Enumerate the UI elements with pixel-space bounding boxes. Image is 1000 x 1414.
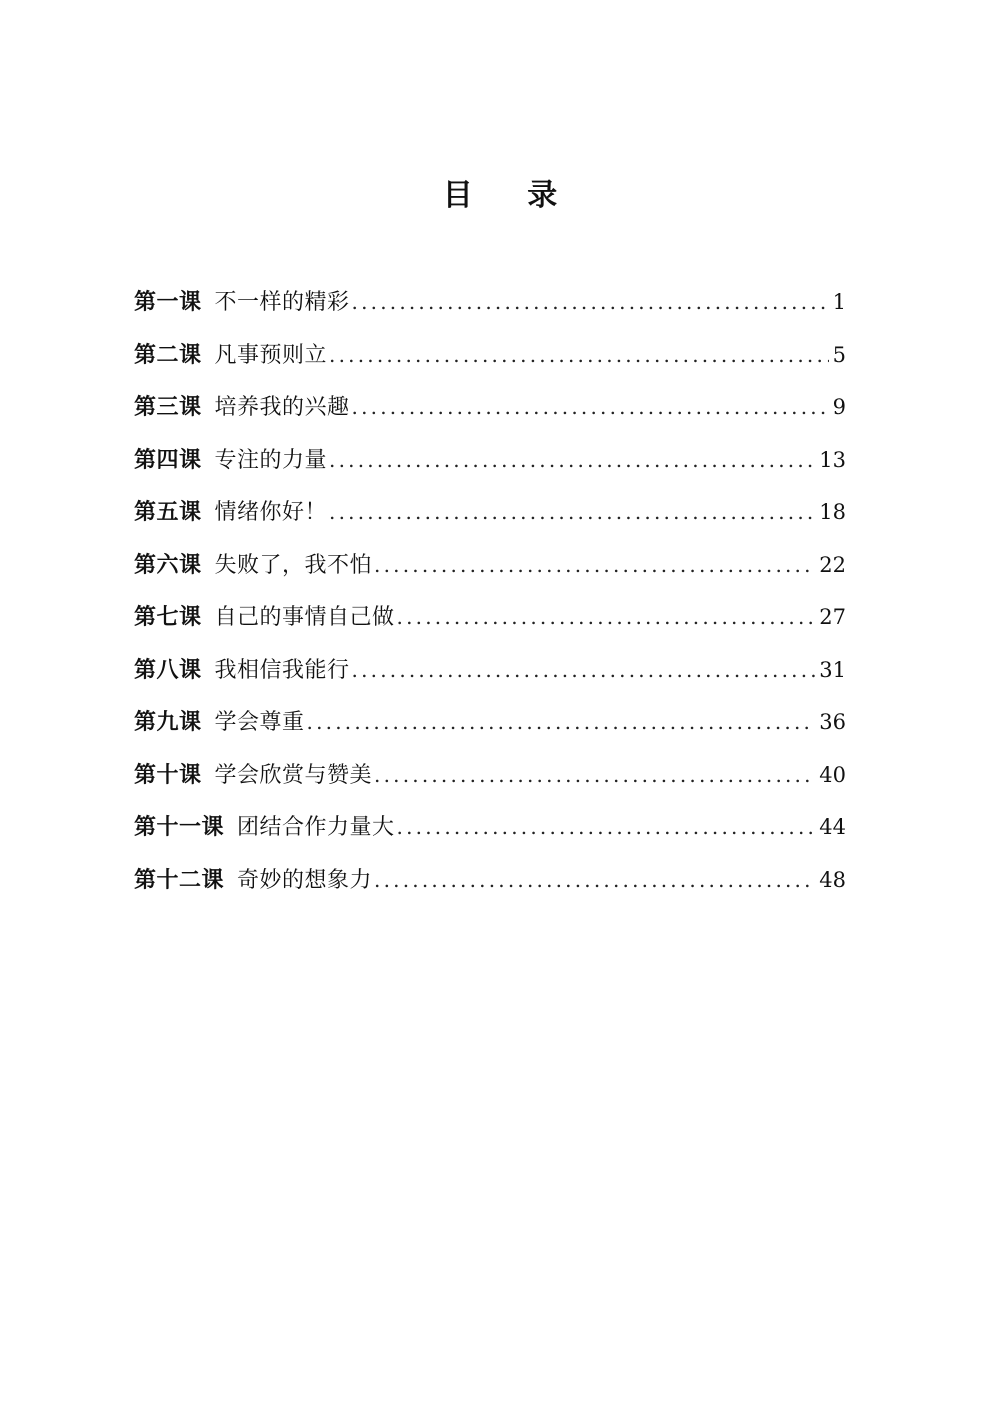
- dot-leader: [307, 702, 816, 742]
- toc-entry: [134, 335, 846, 388]
- toc-entry: [134, 492, 846, 545]
- lesson-title: 自己的事情自己做: [214, 605, 395, 630]
- page-number: 44: [819, 815, 846, 839]
- toc-title: 目 录: [442, 178, 580, 213]
- lesson-title: 学会欣赏与赞美: [214, 762, 373, 788]
- toc-entry: [134, 282, 846, 335]
- toc-entry: [134, 860, 846, 913]
- lesson-number: 第七课: [134, 604, 202, 630]
- lesson-title: 专注的力量: [214, 447, 328, 473]
- lesson-number: 第二课: [134, 341, 202, 368]
- dot-leader: [374, 755, 815, 795]
- dot-leader: [329, 492, 815, 532]
- dot-leader: [352, 387, 829, 427]
- lesson-title: 学会尊重: [214, 710, 305, 735]
- lesson-number: 第三课: [134, 394, 202, 420]
- lesson-number: 第九课: [134, 709, 202, 735]
- lesson-title: 失败了，我不怕: [214, 552, 373, 578]
- lesson-number: 第十一课: [134, 814, 225, 840]
- lesson-title: 我相信我能行: [214, 657, 350, 683]
- lesson-title: 奇妙的想象力: [237, 867, 373, 893]
- page-number: 18: [819, 500, 846, 524]
- page-number: 9: [832, 395, 846, 419]
- lesson-number: 第八课: [134, 656, 202, 683]
- lesson-title: 情绪你好！: [214, 500, 328, 525]
- dot-leader: [329, 440, 815, 480]
- lesson-title: 团结合作力量大: [237, 815, 395, 840]
- lesson-number: 第一课: [134, 289, 202, 315]
- lesson-title: 培养我的兴趣: [214, 395, 350, 420]
- lesson-number: 第四课: [134, 446, 202, 473]
- toc-entry: [134, 807, 846, 860]
- lesson-number: 第十课: [134, 761, 202, 788]
- page-number: 13: [819, 447, 846, 472]
- page-number: 27: [819, 605, 846, 629]
- dot-leader: [352, 650, 816, 690]
- dot-leader: [374, 545, 815, 585]
- dot-leader: [329, 335, 829, 375]
- toc-entry: [134, 387, 846, 440]
- page-number: 31: [819, 657, 846, 682]
- lesson-number: 第六课: [134, 551, 202, 578]
- dot-leader: [397, 807, 816, 847]
- toc-entry: [134, 650, 846, 703]
- page-number: 5: [832, 342, 846, 367]
- lesson-title: 凡事预则立: [214, 342, 328, 368]
- toc-entry: [134, 440, 846, 493]
- toc-entry: [134, 545, 846, 598]
- page-number: 40: [819, 762, 846, 787]
- lesson-number: 第十二课: [134, 866, 225, 893]
- toc-list: [134, 282, 846, 912]
- dot-leader: [374, 860, 815, 900]
- lesson-number: 第五课: [134, 499, 202, 525]
- page-number: 1: [832, 290, 846, 314]
- toc-entry: [134, 755, 846, 808]
- dot-leader: [397, 597, 816, 637]
- page-number: 48: [819, 867, 846, 892]
- page-number: 22: [819, 552, 846, 577]
- toc-entry: [134, 702, 846, 755]
- lesson-title: 不一样的精彩: [214, 290, 350, 315]
- toc-entry: [134, 597, 846, 650]
- page-number: 36: [819, 710, 846, 734]
- dot-leader: [352, 282, 829, 322]
